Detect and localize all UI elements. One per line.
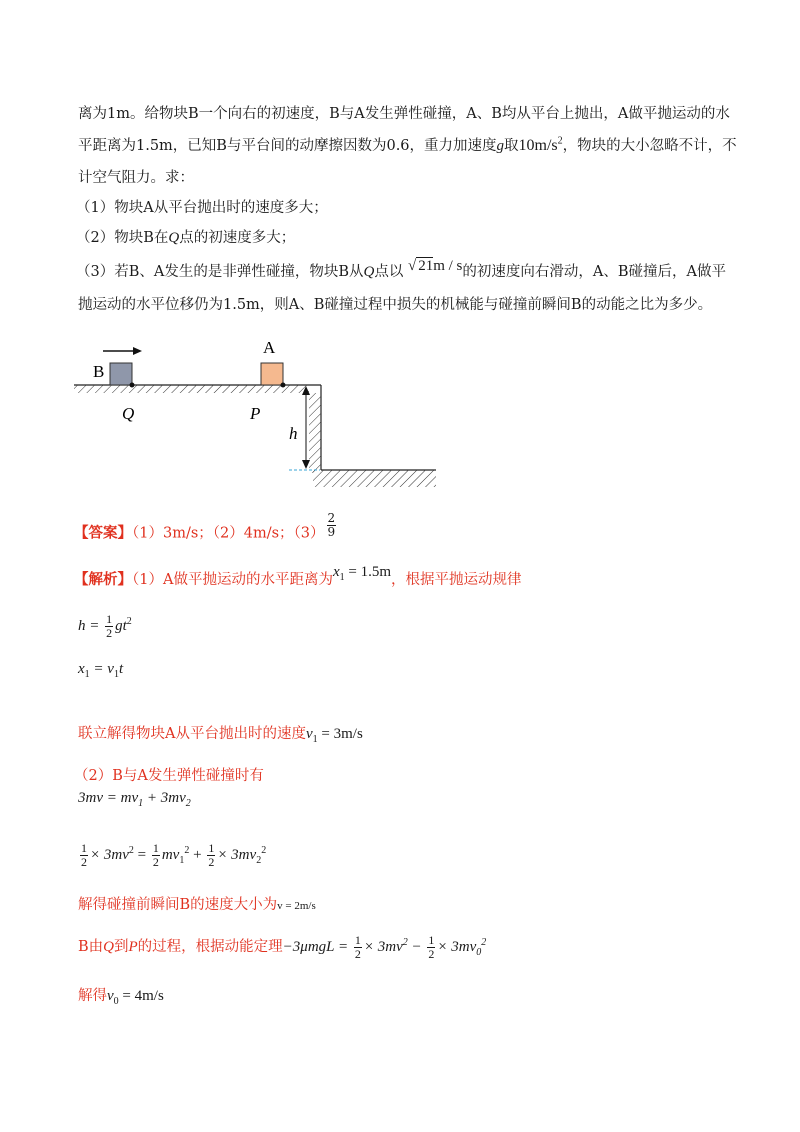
analysis-line-1 bbox=[74, 564, 522, 591]
initial-velocity-result: $v_0 = 4m/s$ bbox=[107, 988, 164, 1007]
analysis-text: B由 bbox=[78, 938, 104, 955]
point-q-symbol: Q bbox=[168, 230, 180, 246]
answer-part-3: （3） bbox=[293, 525, 325, 542]
label-b: B bbox=[93, 362, 105, 381]
analysis-text: 的过程，根据动能定理 bbox=[137, 938, 283, 955]
analysis-line-2 bbox=[78, 722, 363, 745]
equation-momentum: $3mv = mv_1 + 3mv_2$ bbox=[78, 790, 191, 809]
point-q-marker bbox=[130, 383, 135, 388]
question-2 bbox=[76, 226, 295, 247]
analysis-line-4 bbox=[78, 893, 316, 914]
label-h: h bbox=[289, 424, 298, 443]
question-3-cont: 抛运动的水平位移仍为1.5m，则A、B碰撞过程中损失的机械能与碰撞前瞬间B的动能之比为多少。 bbox=[78, 297, 713, 313]
gravity-value: $10m/s^2$ bbox=[518, 135, 563, 154]
answer-part-1: （1）3m/s； bbox=[132, 525, 213, 542]
distance-expression: $x_1 = 1.5m$ bbox=[332, 564, 392, 583]
equation-height: h = $\frac{1}{2}$ $gt^2$ bbox=[78, 612, 132, 640]
platform-figure bbox=[70, 333, 450, 493]
equation-energy: $\frac{1}{2}$ × $3mv^2$ = $\frac{1}{2}$ $mv_1^2$ + $\frac{1}{2}$ × $3mv_2^2$ bbox=[81, 841, 267, 869]
problem-text: 取 bbox=[504, 138, 519, 154]
problem-text: 平距离为1.5m，已知B与平台间的动摩擦因数为0.6，重力加速度 bbox=[78, 138, 497, 154]
analysis-text: 联立解得物块A从平台抛出时的速度 bbox=[78, 726, 306, 742]
platform-hatch bbox=[74, 385, 309, 393]
question-text: 点的初速度多大； bbox=[179, 230, 296, 246]
question-text: 点以 bbox=[374, 264, 404, 280]
analysis-text: （1）A做平抛运动的水平距离为 bbox=[132, 572, 333, 588]
problem-line-3: 计空气阻力。求： bbox=[78, 170, 194, 186]
initial-speed-value: √ 21m / s bbox=[407, 258, 463, 274]
velocity-a-result: $v_1 = 3m/s$ bbox=[305, 726, 363, 745]
question-1: （1）物块A从平台抛出时的速度多大； bbox=[76, 200, 328, 216]
problem-text: ，物块的大小忽略不计，不 bbox=[562, 138, 737, 154]
problem-line-2 bbox=[78, 134, 737, 155]
question-text: （3）若B、A发生的是非弹性碰撞，物块B从 bbox=[76, 264, 364, 280]
answer-tag: 【答案】 bbox=[74, 524, 132, 542]
analysis-text: 到 bbox=[114, 938, 129, 955]
velocity-arrow-icon bbox=[103, 347, 142, 355]
velocity-b-result: v = 2m/s bbox=[277, 900, 316, 912]
work-energy-equation: −3μmgL = $\frac{1}{2}$ × $3mv^2$ − $\frac{1}{2}$ × $3mv_0^2$ bbox=[282, 933, 487, 961]
answer-fraction: $\frac{2}{9}$ bbox=[327, 511, 336, 539]
analysis-text: 解得碰撞前瞬间B的速度大小为 bbox=[78, 897, 278, 913]
analysis-text: ，根据平抛运动规律 bbox=[391, 572, 522, 588]
question-text: 的初速度向右滑动，A、B碰撞后，A做平 bbox=[462, 264, 726, 280]
gravity-symbol: g bbox=[496, 138, 505, 154]
point-q-symbol: Q bbox=[363, 264, 375, 280]
point-q-symbol: Q bbox=[103, 938, 114, 955]
label-q: Q bbox=[122, 404, 135, 423]
label-a: A bbox=[263, 338, 276, 357]
analysis-line-3: （2）B与A发生弹性碰撞时有 bbox=[74, 768, 264, 784]
block-b bbox=[110, 363, 132, 385]
question-text: （2）物块B在 bbox=[76, 230, 169, 246]
point-p-symbol: P bbox=[128, 938, 138, 955]
ground-hatch bbox=[313, 470, 436, 487]
problem-line-1: 离为1m。给物块B一个向右的初速度，B与A发生弹性碰撞，A、B均从平台上抛出，A做平抛运动的水 bbox=[78, 106, 730, 122]
wall-hatch bbox=[309, 393, 321, 473]
analysis-line-5 bbox=[78, 934, 486, 961]
answer-line bbox=[74, 511, 338, 547]
block-a bbox=[261, 363, 283, 385]
height-arrow-icon bbox=[302, 386, 310, 469]
label-p: P bbox=[250, 404, 261, 423]
analysis-tag: 【解析】 bbox=[74, 571, 132, 588]
point-p-marker bbox=[281, 383, 286, 388]
answer-part-2: （2）4m/s； bbox=[212, 525, 294, 542]
analysis-text: 解得 bbox=[78, 988, 107, 1004]
analysis-line-6 bbox=[78, 984, 164, 1007]
equation-distance: $x_1 = v_1t$ bbox=[78, 661, 124, 680]
question-3 bbox=[76, 260, 726, 281]
